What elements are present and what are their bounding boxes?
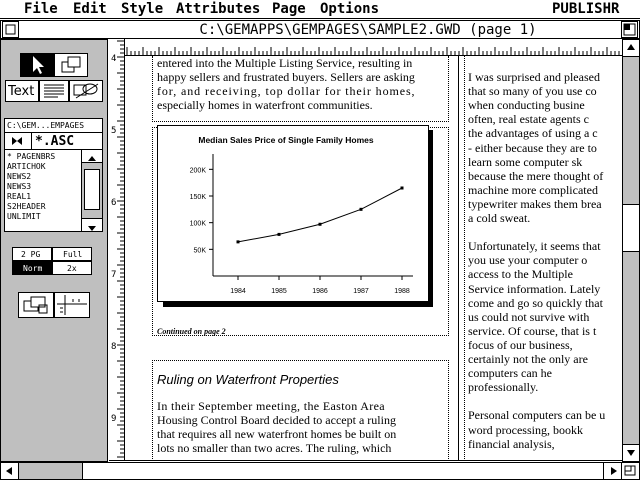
chart-frame[interactable] xyxy=(152,127,449,336)
ruler-grid-icon xyxy=(55,293,89,317)
scroll-right-arrow[interactable] xyxy=(603,463,621,479)
article-top-line-1: entered into the Multiple Listing Service, resulting in xyxy=(157,56,413,70)
arrow-left-icon xyxy=(1,463,19,479)
page-layout-button[interactable] xyxy=(18,292,54,318)
ruler-number: 9 xyxy=(111,414,117,424)
left-ruler[interactable] xyxy=(109,39,125,461)
window-title-bar[interactable] xyxy=(0,20,640,39)
y-tick-label: 100K xyxy=(189,220,206,228)
horizontal-scroll-thumb[interactable] xyxy=(82,463,627,479)
right-column-line: Personal computers can be u xyxy=(468,408,606,423)
frames-icon xyxy=(55,54,87,76)
ruler-number: 8 xyxy=(111,342,117,352)
column-divider xyxy=(458,56,459,461)
horizontal-scrollbar[interactable] xyxy=(0,462,640,480)
right-column-line: a cold sweat. xyxy=(468,211,531,225)
right-column-line: us could not survive with xyxy=(468,309,590,324)
view-2pg-button[interactable] xyxy=(12,247,52,261)
arrow-down-icon xyxy=(82,222,102,234)
menu-attributes[interactable]: Attributes xyxy=(176,1,261,17)
arrow-up-icon xyxy=(623,40,639,56)
tool-panel xyxy=(0,39,108,462)
scroll-thumb[interactable] xyxy=(84,169,100,210)
right-column-line: professionally. xyxy=(468,380,539,395)
data-point xyxy=(401,187,404,190)
window-title: C:\GEMAPPS\GEMPAGES\SAMPLE2.GWD (page 1) xyxy=(121,21,615,39)
graphics-tool[interactable] xyxy=(69,80,103,102)
view-norm-button[interactable] xyxy=(12,261,52,275)
right-column-line: often, real estate agents c xyxy=(468,112,589,127)
size-box[interactable] xyxy=(621,463,639,479)
file-list-item[interactable]: * PAGENBRS xyxy=(7,152,56,161)
chart-box xyxy=(157,125,429,302)
file-list-item[interactable]: NEWS3 xyxy=(7,182,32,191)
scroll-up-arrow[interactable] xyxy=(623,40,639,57)
file-list-item[interactable]: S2HEADER xyxy=(7,202,46,211)
bowtie-close-icon xyxy=(5,134,29,148)
x-tick-label: 1985 xyxy=(271,288,287,295)
menu-edit[interactable]: Edit xyxy=(73,1,107,17)
arrow-pointer-icon xyxy=(21,54,53,76)
article-top-frame[interactable] xyxy=(152,56,449,122)
arrow-down-icon xyxy=(623,445,639,461)
right-column-line: Service information. Lately xyxy=(468,281,601,296)
text-tool[interactable] xyxy=(5,80,39,102)
article-2-line-4: lots no smaller than two acres. The ruling, which xyxy=(157,441,392,455)
path-label: C:\GEM...EMPAGES xyxy=(7,121,85,130)
scroll-down-arrow[interactable] xyxy=(623,444,639,461)
article-2-line-1: In their September meeting, the Easton Area xyxy=(157,399,385,413)
document-area[interactable] xyxy=(109,39,622,461)
text-tool-label: Text xyxy=(8,84,35,99)
view-2pg-label: 2 PG xyxy=(21,250,41,259)
view-2x-label: 2x xyxy=(67,264,77,273)
data-point xyxy=(319,223,322,226)
pointer-tool[interactable] xyxy=(20,53,54,77)
y-tick-label: 150K xyxy=(189,194,206,201)
top-ruler-ticks xyxy=(109,39,622,55)
article-2-frame[interactable] xyxy=(152,360,449,461)
fuller-icon xyxy=(622,22,637,37)
chart-title: Median Sales Price of Single Family Homes xyxy=(198,135,374,145)
view-full-button[interactable] xyxy=(52,247,92,261)
vertical-scrollbar[interactable] xyxy=(622,39,640,462)
ruler-number: 5 xyxy=(111,126,117,136)
article-2-line-3: that requires all new waterfront homes be built on xyxy=(157,427,397,441)
x-tick-label: 1984 xyxy=(230,288,246,295)
close-box[interactable] xyxy=(2,21,19,38)
x-tick-label: 1986 xyxy=(312,288,328,295)
right-column-line: the advantages of using a c xyxy=(468,126,598,141)
right-column-line: Unfortunately, it seems that xyxy=(468,239,601,254)
file-pattern[interactable]: *.ASC xyxy=(35,134,75,149)
right-column-frame[interactable] xyxy=(464,56,622,461)
close-path-button[interactable] xyxy=(5,133,32,149)
right-column-line: service. Of course, that is t xyxy=(468,323,597,338)
right-column-line: machine more complicated xyxy=(468,182,598,197)
view-2x-button[interactable] xyxy=(52,261,92,275)
line-chart xyxy=(158,126,428,301)
ruler-number: 7 xyxy=(111,270,117,280)
right-column-line: I was surprised and pleased xyxy=(468,70,600,84)
right-column-line: certainly not the only are xyxy=(468,352,588,366)
right-column-line: financial analysis, xyxy=(468,436,555,451)
data-point xyxy=(278,233,281,236)
y-tick-label: 50K xyxy=(193,247,206,255)
menu-style[interactable]: Style xyxy=(121,1,164,17)
x-tick-label: 1987 xyxy=(353,288,369,295)
close-icon xyxy=(3,22,18,37)
article-top-line-2: happy sellers and frustrated buyers. Sellers are asking xyxy=(157,70,415,84)
ruler-number: 6 xyxy=(111,198,117,208)
file-list-panel xyxy=(4,118,103,232)
article-top-line-3: for, and receiving, top dollar for their homes, xyxy=(157,84,416,98)
continued-caption: Continued on page 2 xyxy=(157,327,226,336)
paragraph-lines-icon xyxy=(40,81,68,101)
file-list-item[interactable]: NEWS2 xyxy=(7,172,32,181)
right-column-line: word processing, bookk xyxy=(468,422,583,437)
vertical-scroll-thumb[interactable] xyxy=(623,204,639,252)
fuller-box[interactable] xyxy=(621,21,638,38)
series-line xyxy=(238,188,402,242)
right-column-line: typewriter makes them brea xyxy=(468,196,602,211)
top-ruler[interactable] xyxy=(109,39,622,56)
menu-options[interactable]: Options xyxy=(320,1,380,17)
overlap-pages-icon xyxy=(19,293,53,317)
view-norm-label: Norm xyxy=(23,264,43,273)
scroll-down-button[interactable] xyxy=(82,218,102,231)
shapes-icon xyxy=(70,81,102,101)
ruler-guides-button[interactable] xyxy=(54,292,90,318)
scroll-left-arrow[interactable] xyxy=(1,463,19,479)
right-column-line: - either because they are to xyxy=(468,140,597,155)
paragraph-tool[interactable] xyxy=(39,80,69,102)
arrow-right-icon xyxy=(604,463,622,479)
menu-bar xyxy=(0,0,640,19)
y-tick-label: 200K xyxy=(189,167,206,175)
article-top-line-4: especially homes in waterfront communities. xyxy=(157,98,373,112)
left-ruler-ticks xyxy=(109,39,124,461)
right-column-line: focus of our business, xyxy=(468,337,573,352)
file-list-scrollbar[interactable] xyxy=(81,150,103,231)
file-list-item[interactable]: UNLIMIT xyxy=(7,212,41,221)
right-column-line: when conducting busine xyxy=(468,98,585,113)
right-column-line: come and go so quickly that xyxy=(468,295,603,310)
file-list-item[interactable]: REAL1 xyxy=(7,192,32,201)
x-tick-label: 1988 xyxy=(394,288,410,295)
file-list-item[interactable]: ARTICHOK xyxy=(7,162,46,171)
menu-page[interactable]: Page xyxy=(272,1,306,17)
right-column-line: that so many of you use co xyxy=(468,84,597,99)
ruler-number: 4 xyxy=(111,54,117,64)
frame-tool[interactable] xyxy=(54,53,88,77)
data-point xyxy=(360,208,363,211)
article-2-heading: Ruling on Waterfront Properties xyxy=(157,372,339,387)
right-column-line: access to the Multiple xyxy=(468,267,573,282)
right-column-line: you use your computer o xyxy=(468,253,588,268)
menu-file[interactable]: File xyxy=(24,1,58,17)
app-name: PUBLISHR xyxy=(552,1,620,17)
right-column-line: because the mere thought of xyxy=(468,168,604,183)
view-full-label: Full xyxy=(63,250,83,259)
right-column-line: computers can he xyxy=(468,366,552,381)
scroll-up-button[interactable] xyxy=(82,150,102,163)
right-column-line: learn some computer sk xyxy=(468,154,583,169)
data-point xyxy=(237,240,240,243)
resize-icon xyxy=(622,463,640,479)
article-2-line-2: Housing Control Board decided to accept a ruling xyxy=(157,413,396,427)
